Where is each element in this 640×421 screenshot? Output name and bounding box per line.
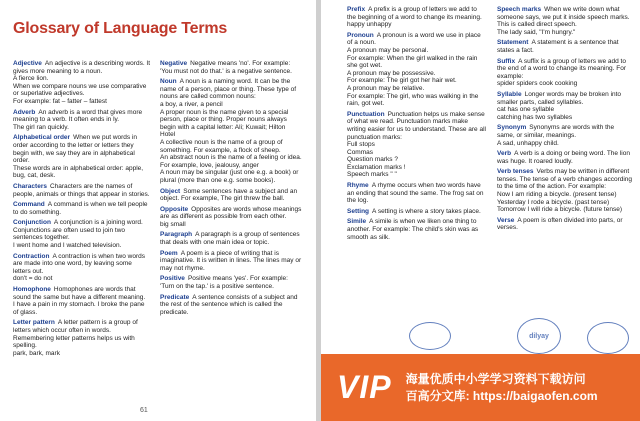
- glossary-entry: [347, 208, 487, 216]
- glossary-definition: A setting is where a story takes place.: [372, 207, 481, 215]
- glossary-definition: Characters are the names of people, animals or things that appear in stories.: [13, 182, 150, 198]
- glossary-example: For example: fat – fatter – fattest: [13, 97, 107, 105]
- glossary-entry: [13, 109, 151, 132]
- glossary-entry: [160, 188, 302, 203]
- glossary-term: Adverb: [13, 108, 36, 116]
- glossary-example: These words are in alphabetical order: apple, bug, cat, desk.: [13, 164, 144, 180]
- glossary-example: big small: [160, 220, 186, 228]
- banner-text: [406, 371, 598, 405]
- glossary-example: Commas: [347, 148, 374, 156]
- glossary-definition: When we write down what someone says, we put it inside speech marks. This is called direct speech.: [497, 6, 630, 29]
- glossary-definition: An adjective is a describing words. It gives more meaning to a noun.: [13, 60, 151, 75]
- glossary-definition: Negative means 'no'. For example: 'You must not do that.' is a negative sentence.: [160, 60, 292, 75]
- glossary-example: a boy, a river, a pencil: [160, 100, 223, 108]
- glossary-definition: A verb is a doing or being word. The lion was huge. It roared loudly.: [497, 150, 630, 165]
- right-column-2: [497, 6, 633, 235]
- glossary-example: spider spiders cook cooking: [497, 80, 578, 88]
- glossary-entry: [497, 58, 633, 88]
- glossary-entry: [497, 39, 633, 54]
- glossary-term: Conjunction: [13, 219, 51, 227]
- glossary-term: Contraction: [13, 252, 50, 260]
- stamp-dilyay: dilyay: [517, 318, 561, 354]
- glossary-term: Statement: [497, 39, 529, 47]
- glossary-entry: [13, 60, 151, 106]
- glossary-example: happy unhappy: [347, 21, 392, 29]
- glossary-definition: When we put words in order according to the letter or letters they begin with, we say they are in alphabetical order.: [13, 134, 138, 165]
- glossary-term: Synonym: [497, 124, 527, 132]
- glossary-entry: [497, 150, 633, 165]
- glossary-definition: A pronoun is a word we use in place of a noun.: [347, 31, 481, 47]
- glossary-entry: [160, 250, 302, 273]
- glossary-entry: [347, 111, 487, 179]
- glossary-term: Syllable: [497, 90, 522, 98]
- glossary-entry: [160, 231, 302, 246]
- glossary-definition: Positive means 'yes'. For example: 'Turn on the tap.' is a positive sentence.: [160, 275, 288, 291]
- glossary-definition: Verbs may be written in different tenses. The tense of a verb changes according to the time of the action. For example:: [497, 168, 633, 191]
- glossary-definition: Punctuation helps us make sense of what we read. Punctuation marks make writing easier for us to understand. These are all punctuation marks:: [347, 110, 486, 141]
- glossary-term: Verb tenses: [497, 168, 534, 176]
- glossary-entry: [497, 217, 633, 232]
- glossary-term: Rhyme: [347, 182, 369, 190]
- glossary-term: Homophone: [13, 286, 51, 294]
- glossary-term: Alphabetical order: [13, 134, 71, 142]
- glossary-entry: [13, 134, 151, 180]
- glossary-example: I have a pain in my stomach. I broke the pane of glass.: [13, 301, 145, 316]
- glossary-example: A pronoun may be personal.: [347, 46, 429, 54]
- glossary-term: Setting: [347, 207, 370, 215]
- glossary-example: The girl ran quickly.: [13, 123, 69, 131]
- glossary-term: Negative: [160, 60, 188, 67]
- glossary-term: Opposite: [160, 205, 189, 213]
- vip-logo: VIP: [337, 369, 392, 405]
- glossary-definition: A rhyme occurs when two words have an ending that sound the same. The frog sat on the log.: [347, 182, 484, 205]
- glossary-definition: A command is when we tell people to do something.: [13, 201, 148, 216]
- glossary-term: Positive: [160, 275, 185, 283]
- glossary-definition: A suffix is a group of letters we add to the end of a word to change its meaning. For example:: [497, 57, 626, 80]
- glossary-entry: [497, 6, 633, 36]
- glossary-term: Speech marks: [497, 6, 542, 13]
- banner-line-1: 海量优质中小学学习资料下载访问: [405, 371, 586, 386]
- glossary-definition: A statement is a sentence that states a fact.: [497, 39, 619, 54]
- glossary-definition: Some sentences have a subject and an object. For example, The girl threw the ball.: [160, 187, 298, 203]
- glossary-entry: [160, 275, 302, 290]
- glossary-definition: Longer words may be broken into smaller parts, called syllables.: [497, 90, 622, 106]
- page-number-left: 61: [140, 407, 148, 414]
- glossary-term: Punctuation: [347, 110, 385, 118]
- left-column-2: [160, 60, 302, 319]
- glossary-entry: [347, 182, 487, 205]
- glossary-entry: [13, 286, 151, 316]
- glossary-example: A pronoun may be relative.: [347, 84, 425, 92]
- glossary-example: A fierce lion.: [13, 75, 49, 83]
- left-page: [0, 0, 316, 421]
- glossary-entry: [497, 168, 633, 214]
- glossary-definition: A noun is a naming word. It can be the name of a person, place or thing. These type of nouns are called common nouns:: [160, 78, 297, 101]
- glossary-term: Object: [160, 187, 181, 195]
- glossary-term: Characters: [13, 182, 47, 190]
- glossary-example: Question marks ?: [347, 156, 398, 164]
- left-column-1: [13, 60, 151, 360]
- glossary-term: Verse: [497, 216, 515, 224]
- glossary-definition: A simile is when we liken one thing to another. For example: The child's skin was as smooth as silk.: [347, 218, 479, 241]
- glossary-term: Pronoun: [347, 31, 374, 39]
- glossary-definition: Synonyms are words with the same, or similar, meanings.: [497, 124, 615, 139]
- banner-line-2: 百高分文库: https://baigaofen.com: [405, 388, 598, 403]
- glossary-entry: [160, 60, 302, 75]
- glossary-example: A pronoun may be possessive.: [347, 69, 436, 77]
- glossary-definition: An adverb is a word that gives more meaning to a verb. It often ends in ly.: [13, 108, 143, 124]
- glossary-example: Speech marks " ": [347, 171, 397, 179]
- glossary-example: For example: The girl, who was walking in the rain, got wet.: [347, 92, 479, 108]
- glossary-example: For example: The girl got her hair wet.: [347, 77, 457, 85]
- glossary-definition: Homophones are words that sound the same but have a different meaning.: [13, 286, 146, 301]
- glossary-term: Predicate: [160, 293, 190, 301]
- glossary-entry: [13, 319, 151, 357]
- glossary-example: The lady said, "I'm hungry.": [497, 28, 576, 36]
- glossary-entry: [13, 201, 151, 216]
- glossary-definition: A sentence consists of a subject and the rest of the sentence which is called the predicate.: [160, 293, 298, 316]
- glossary-definition: A prefix is a group of letters we add to the beginning of a word to change its meaning.: [347, 6, 482, 21]
- glossary-definition: A paragraph is a group of sentences that deals with one main idea or topic.: [160, 231, 300, 247]
- glossary-term: Suffix: [497, 57, 516, 65]
- glossary-term: Prefix: [347, 6, 366, 13]
- glossary-example: catching has two syllables: [497, 113, 573, 121]
- glossary-term: Noun: [160, 78, 177, 86]
- stamp-round: [587, 322, 629, 354]
- glossary-example: A noun may be singular (just one e.g. a book) or plural (more than one e.g. some books).: [160, 169, 299, 184]
- glossary-example: An abstract noun is the name of a feeling or idea. For example, love, jealousy, anger: [160, 154, 302, 169]
- glossary-entry: [497, 91, 633, 121]
- right-column-1: [347, 6, 487, 244]
- glossary-example: Tomorrow I will ride a bicycle. (future tense): [497, 206, 622, 214]
- glossary-term: Paragraph: [160, 231, 193, 239]
- glossary-term: Verb: [497, 150, 512, 158]
- glossary-example: For example: When the girl walked in the rain she got wet.: [347, 54, 478, 70]
- glossary-example: Yesterday I rode a bicycle. (past tense): [497, 198, 610, 206]
- glossary-entry: [160, 206, 302, 229]
- stamp-left: [409, 322, 451, 350]
- glossary-entry: [13, 219, 151, 249]
- glossary-definition: Opposites are words whose meanings are as different as possible from each other.: [160, 205, 302, 221]
- glossary-definition: A letter pattern is a group of letters which occur often in words. Remembering letter patterns helps us with spelling.: [13, 319, 138, 350]
- glossary-entry: [160, 78, 302, 184]
- glossary-term: Letter pattern: [13, 319, 55, 327]
- glossary-example: park, bark, mark: [13, 349, 60, 357]
- glossary-entry: [347, 32, 487, 108]
- glossary-entry: [347, 6, 487, 29]
- glossary-entry: [13, 183, 151, 198]
- glossary-example: Now I am riding a bicycle. (present tense): [497, 191, 617, 199]
- glossary-entry: [497, 124, 633, 147]
- glossary-term: Simile: [347, 218, 367, 226]
- glossary-definition: A poem is often divided into parts, or verses.: [497, 216, 623, 232]
- glossary-example: Exclamation marks !: [347, 163, 406, 171]
- glossary-example: A sad, unhappy child.: [497, 139, 559, 147]
- glossary-entry: [13, 253, 151, 283]
- vip-banner[interactable]: [321, 354, 640, 421]
- glossary-example: A proper noun is the name given to a special person, place or thing. Proper nouns always begin with a capital letter: Ali; Kuwait; Hilton Hotel: [160, 108, 289, 139]
- page-title: Glossary of Language Terms: [13, 20, 228, 37]
- glossary-definition: A poem is a piece of writing that is imaginative. It is written in lines. The lines may or may not rhyme.: [160, 249, 302, 272]
- glossary-example: A collective noun is the name of a group of something. For example, a flock of sheep.: [160, 138, 283, 154]
- glossary-definition: A contraction is when two words are made into one word, by leaving some letters out.: [13, 252, 145, 275]
- glossary-entry: [160, 294, 302, 317]
- glossary-example: don't = do not: [13, 275, 53, 283]
- glossary-definition: A conjunction is a joining word. Conjunctions are often used to join two sentences together.: [13, 219, 143, 242]
- glossary-example: cat has one syllable: [497, 106, 555, 114]
- glossary-example: I went home and I watched television.: [13, 242, 122, 250]
- glossary-term: Poem: [160, 249, 178, 257]
- glossary-term: Adjective: [13, 60, 42, 67]
- glossary-entry: [347, 218, 487, 241]
- glossary-term: Command: [13, 201, 45, 209]
- glossary-example: Full stops: [347, 141, 375, 149]
- glossary-example: When we compare nouns we use comparative or superlative adjectives.: [13, 82, 147, 98]
